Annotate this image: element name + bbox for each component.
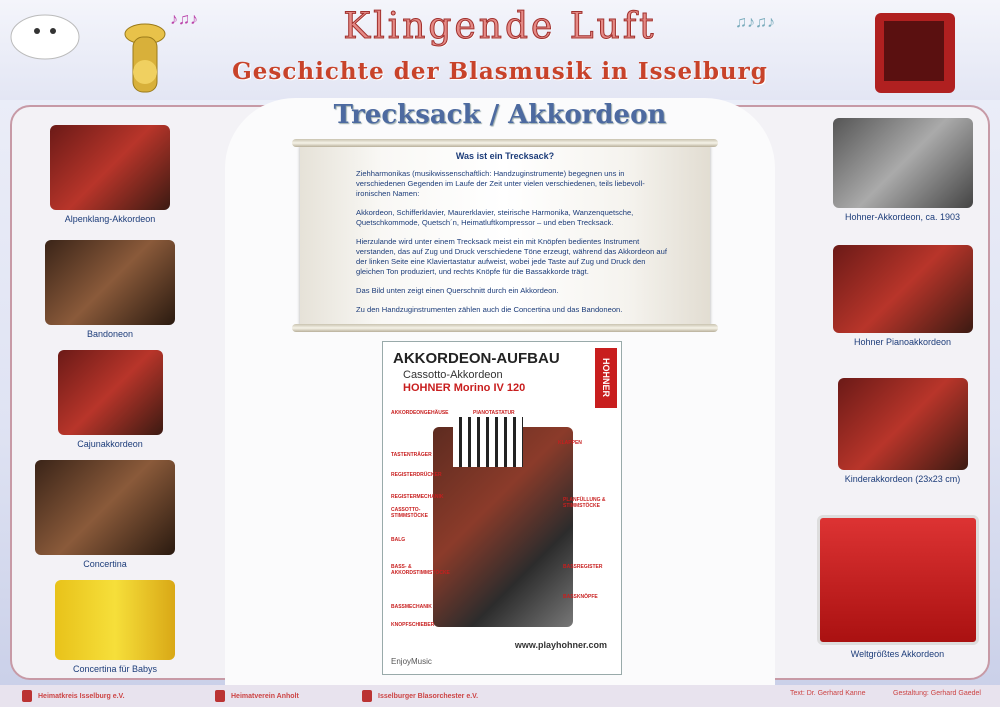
item-caption: Weltgrößtes Akkordeon [850,649,945,659]
cloud-icon [5,5,85,65]
left-item [35,580,195,674]
accordion-image [833,118,973,208]
left-item [25,460,185,569]
left-item [30,240,190,339]
accordion-image [45,240,175,325]
accordion-image [50,125,170,210]
diagram-title: AKKORDEON-AUFBAU [393,350,560,367]
accordion-cross-section [433,427,573,627]
right-item [820,378,985,484]
diagram-callout: CASSOTTO-STIMMSTÖCKE [391,507,428,519]
diagram-callout: PIANOTASTATUR [473,410,515,416]
crest-icon [215,690,225,702]
footer-org: Heimatkreis Isselburg e.V. [22,690,125,702]
scroll-paragraph: Hierzulande wird unter einem Trecksack meist ein mit Knöpfen bedientes Instrument verstanden, das auf Zug und Druck verschiedene Töne erzeugt, während das Akkordeon auf der linken Seite eine Klaviertastatur aufweist, wobei jede Taste auf Zug und Druck den gleichen Ton produziert, und rechts Knöpfe für die Bassakkorde trägt. [356,237,667,276]
diagram-callout: KNOPFSCHIEBER [391,622,435,628]
svg-text:♫♪♫♪: ♫♪♫♪ [735,14,775,31]
item-caption: Concertina [83,559,127,569]
crest-icon [362,690,372,702]
svg-text:♪♫♪: ♪♫♪ [170,11,198,28]
section-title: Trecksack / Akkordeon [333,100,667,130]
diagram-subtitle: Cassotto-Akkordeon [403,369,503,381]
crest-icon [22,690,32,702]
footer-org: Heimatverein Anholt [215,690,299,702]
scroll-paragraph: Das Bild unten zeigt einen Querschnitt durch ein Akkordeon. [356,286,559,295]
left-item [30,350,190,449]
diagram-model: HOHNER Morino IV 120 [403,382,526,394]
diagram-callout: BASSKNÖPFE [563,594,598,600]
diagram-callout: BASSREGISTER [563,564,603,570]
accordion-image [833,245,973,333]
left-item [30,125,190,224]
diagram-url: www.playhohner.com [514,640,607,650]
diagram-callout: PLANFÜLLUNG & STIMMSTÖCKE [563,497,606,509]
accordion-image [838,378,968,470]
poster-title: Klingende Luft [343,6,657,47]
item-caption: Concertina für Babys [72,664,158,674]
diagram-callout: TASTENTRÄGER [391,452,432,458]
right-item [820,245,985,347]
accordion-image [817,515,979,645]
header [0,0,1000,100]
accordion-image [35,460,175,555]
scroll-paragraph: Akkordeon, Schifferklavier, Maurerklavier, steirische Harmonika, Wanzenquetsche, Quetschkommode, Quetsch´n, Heimatluftkompressor – und eben Trecksack. [356,208,634,227]
accordion-image [55,580,175,660]
diagram-callout: BALG [391,537,406,543]
music-notes-right-icon [735,2,845,42]
right-item [815,515,980,659]
accordion-image [58,350,163,435]
diagram-callout: BASS- & AKKORDSTIMMSTÖCKE [391,564,450,576]
diagram-callout: REGISTERDRÜCKER [391,472,442,478]
tuba-icon [105,12,175,107]
item-caption: Cajunakkordeon [77,439,143,449]
poster-subtitle: Geschichte der Blasmusik in Isselburg [232,58,768,85]
scroll-paragraph: Zu den Handzuginstrumenten zählen auch die Concertina und das Bandoneon. [356,305,623,314]
item-caption: Bandoneon [86,329,134,339]
scroll-heading: Was ist ein Trecksack? [455,151,555,161]
enjoy-music-logo: EnjoyMusic [391,657,432,666]
diagram-callout: REGISTERMECHANIK [391,494,444,500]
scroll-paragraph: Ziehharmonikas (musikwissenschaftlich: Handzuginstrumente) begegnen uns in verschiedenen Gegenden im Laufe der Zeit unter vielen verschiedenen, teils liebevoll-ironischen Namen: [356,169,645,198]
footer-text-credit: Text: Dr. Gerhard Kanne [790,690,866,697]
music-notes-icon [170,4,250,34]
item-caption: Hohner-Akkordeon, ca. 1903 [844,212,961,222]
diagram-callout: KLAPPEN [558,440,582,446]
footer [0,685,1000,707]
footer-design-credit: Gestaltung: Gerhard Gaedel [893,690,981,697]
right-item [820,118,985,222]
diagram-callout: BASSMECHANIK [391,604,432,610]
item-caption: Alpenklang-Akkordeon [64,214,156,224]
accordion-diagram [382,341,622,675]
diagram-callout: AKKORDEONGEHÄUSE [391,410,449,416]
item-caption: Kinderakkordeon (23x23 cm) [844,474,961,484]
item-caption: Hohner Pianoakkordeon [853,337,952,347]
info-scroll [300,143,710,328]
accordion-header-icon [870,5,960,100]
footer-org: Isselburger Blasorchester e.V. [362,690,478,702]
hohner-logo: HOHNER [595,348,617,408]
